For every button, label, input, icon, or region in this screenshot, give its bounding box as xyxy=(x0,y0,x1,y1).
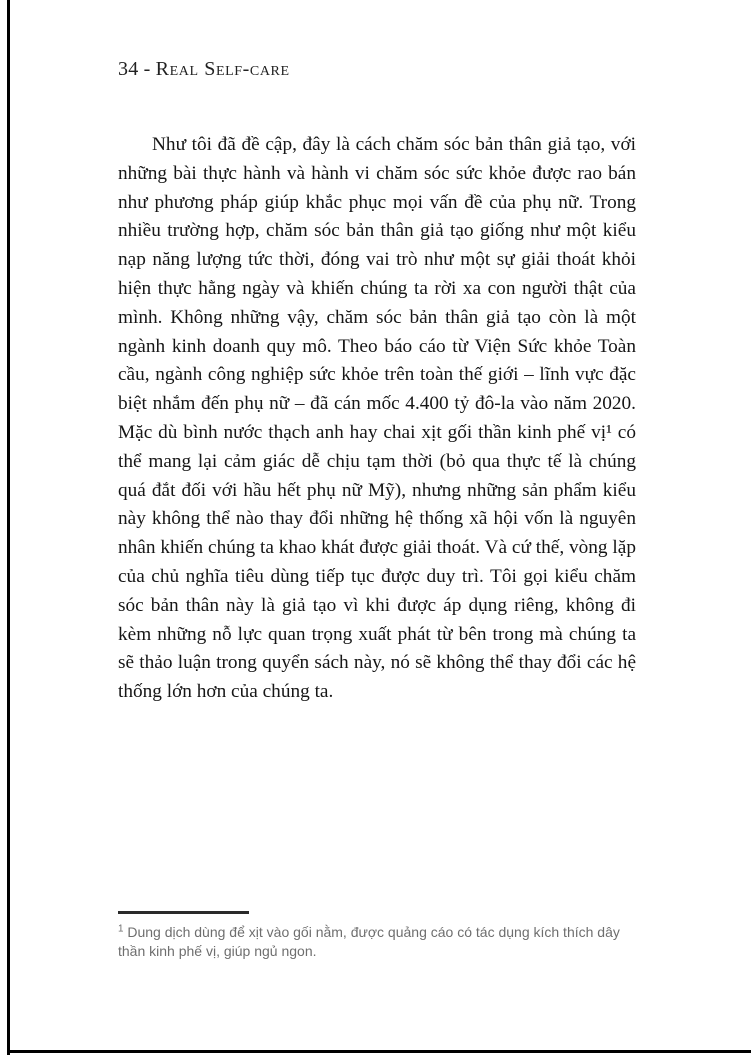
page-number: 34 xyxy=(118,58,139,80)
paragraph: Như tôi đã đề cập, đây là cách chăm sóc bản thân giả tạo, với những bài thực hành và hành vi chăm sóc sức khỏe được rao bán như phương pháp giúp khắc phục mọi vấn đề của phụ nữ. Trong nhiều trường hợp, chăm sóc bản thân giả tạo giống như một kiểu nạp năng lượng tức thời, đóng vai trò như một sự giải thoát khỏi hiện thực hằng ngày và khiến chúng ta rời xa con người thật của mình. Không những vậy, chăm sóc bản thân giả tạo còn là một ngành kinh doanh quy mô. Theo báo cáo từ Viện Sức khỏe Toàn cầu, ngành công nghiệp sức khỏe trên toàn thế giới – lĩnh vực đặc biệt nhắm đến phụ nữ – đã cán mốc 4.400 tỷ đô-la vào năm 2020. Mặc dù bình nước thạch anh hay chai xịt gối thần kinh phế vị¹ có thể mang lại cảm giác dễ chịu tạm thời (bỏ qua thực tế là chúng quá đắt đối với hầu hết phụ nữ Mỹ), nhưng những sản phẩm kiểu này không thể nào thay đổi những hệ thống xã hội vốn là nguyên nhân khiến chúng ta khao khát được giải thoát. Và cứ thế, vòng lặp của chủ nghĩa tiêu dùng tiếp tục được duy trì. Tôi gọi kiểu chăm sóc bản thân này là giả tạo vì khi được áp dụng riêng, không đi kèm những nỗ lực quan trọng xuất phát từ bên trong mà chúng ta sẽ thảo luận trong quyển sách này, nó sẽ không thể thay đổi các hệ thống lớn hơn của chúng ta. xyxy=(118,134,636,703)
book-title: Real Self-care xyxy=(155,58,290,80)
footnote-marker: 1 xyxy=(118,922,124,934)
header-separator: - xyxy=(138,58,156,80)
footnote-text: Dung dịch dùng để xịt vào gối nằm, được quảng cáo có tác dụng kích thích dây thần kinh phế vị, giúp ngủ ngon. xyxy=(118,923,620,959)
page-edge-left-line xyxy=(7,0,10,1055)
body-text-block xyxy=(118,131,636,707)
page-edge-bottom-line xyxy=(7,1050,751,1053)
footnote-section xyxy=(118,911,636,962)
page-header xyxy=(118,58,290,81)
footnote xyxy=(118,923,636,962)
footnote-separator-rule xyxy=(118,911,249,914)
